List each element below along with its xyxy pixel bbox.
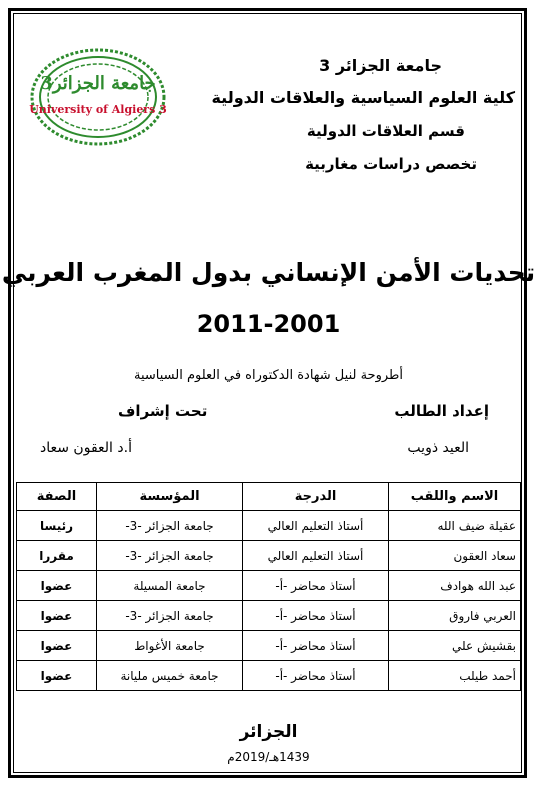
member-institution: جامعة الجزائر -3-: [97, 511, 243, 541]
logo-latin-text: University of Algiers 3: [29, 103, 167, 116]
member-role: رئيسا: [17, 511, 97, 541]
supervision-label: تحت إشراف: [118, 402, 208, 420]
table-row: [17, 541, 521, 571]
member-name: عبد الله هوادف: [389, 571, 521, 601]
city-name: الجزائر: [239, 722, 298, 742]
header-rank: الدرجة: [243, 483, 389, 511]
member-rank: أستاذ محاضر -أ-: [243, 631, 389, 661]
department-name: قسم العلاقات الدولية: [306, 122, 465, 140]
header-role: الصفة: [17, 483, 97, 511]
member-name: سعاد العقون: [389, 541, 521, 571]
header-institution: المؤسسة: [97, 483, 243, 511]
header-name: الاسم واللقب: [389, 483, 521, 511]
member-role: مقررا: [17, 541, 97, 571]
logo-outer-ring: [32, 50, 164, 144]
table-row: [17, 511, 521, 541]
member-rank: أستاذ محاضر -أ-: [243, 601, 389, 631]
member-rank: أستاذ التعليم العالي: [243, 511, 389, 541]
table-row: [17, 571, 521, 601]
member-name: بقشيش علي: [389, 631, 521, 661]
table-row: [17, 601, 521, 631]
thesis-degree-line: أطروحة لنيل شهادة الدكتوراه في العلوم السياسية: [133, 368, 404, 383]
committee-table: [16, 482, 521, 691]
member-institution: جامعة الجزائر -3-: [97, 601, 243, 631]
supervisor-name: أ.د العقون سعاد: [40, 440, 132, 456]
faculty-name: كلية العلوم السياسية والعلاقات الدولية: [211, 88, 515, 107]
thesis-title: تحديات الأمن الإنساني بدول المغرب العربي: [1, 258, 536, 287]
member-role: عضوا: [17, 661, 97, 691]
member-institution: جامعة المسيلة: [97, 571, 243, 601]
committee-header-row: [17, 483, 521, 511]
logo-ring: [40, 57, 156, 137]
member-role: عضوا: [17, 601, 97, 631]
thesis-years: 2011-2001: [196, 310, 341, 338]
logo-arabic-text: جامعة الجزائر3: [40, 73, 156, 94]
student-name: العيد ذويب: [407, 440, 469, 456]
academic-date: 1439هـ/2019م: [227, 750, 310, 764]
member-rank: أستاذ محاضر -أ-: [243, 571, 389, 601]
member-name: عقيلة ضيف الله: [389, 511, 521, 541]
member-role: عضوا: [17, 631, 97, 661]
member-role: عضوا: [17, 571, 97, 601]
table-row: [17, 661, 521, 691]
member-institution: جامعة الأغواط: [97, 631, 243, 661]
member-institution: جامعة خميس مليانة: [97, 661, 243, 691]
member-rank: أستاذ التعليم العالي: [243, 541, 389, 571]
member-name: العربي فاروق: [389, 601, 521, 631]
university-logo: [28, 45, 168, 149]
member-name: أحمد طيلب: [389, 661, 521, 691]
university-name: جامعة الجزائر 3: [319, 56, 442, 75]
prepared-by-label: إعداد الطالب: [394, 402, 489, 420]
specialization-name: تخصص دراسات مغاربية: [305, 155, 477, 173]
member-institution: جامعة الجزائر -3-: [97, 541, 243, 571]
member-rank: أستاذ محاضر -أ-: [243, 661, 389, 691]
table-row: [17, 631, 521, 661]
